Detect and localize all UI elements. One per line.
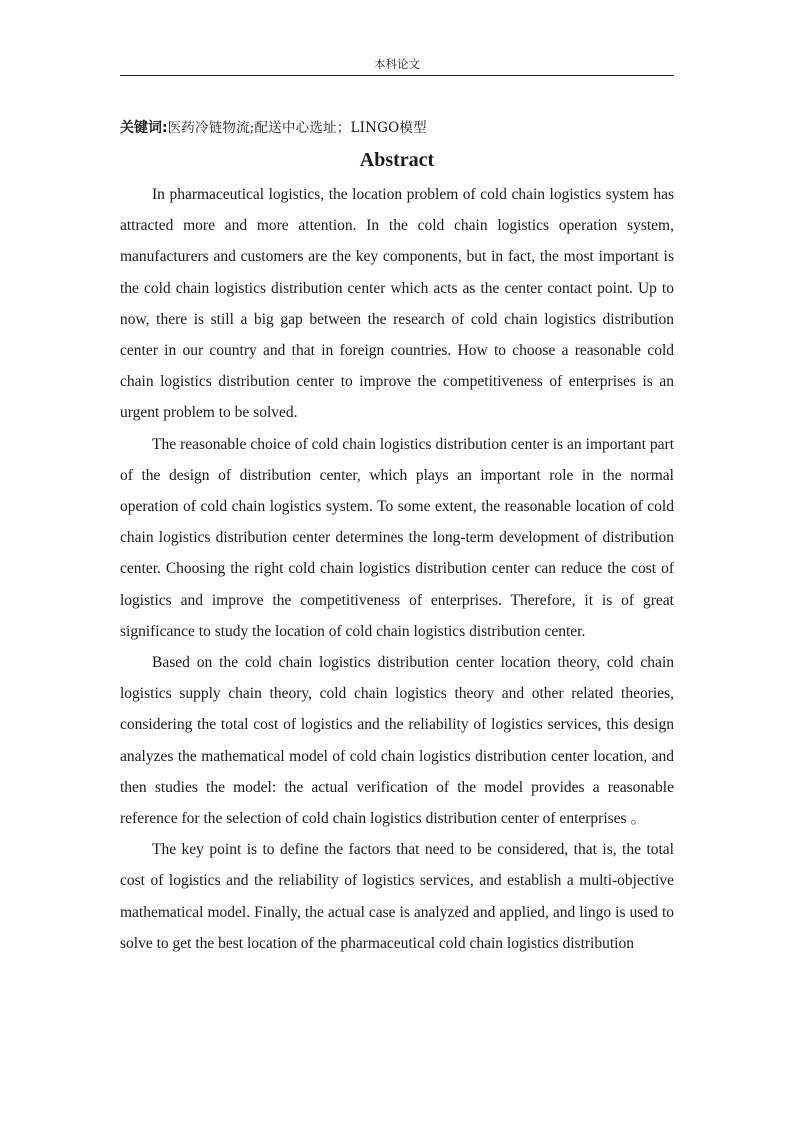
abstract-paragraph-3: Based on the cold chain logistics distribution center location theory, cold chain logistics supply chain theory, cold chain logistics theory and other related theories, considering the total cost of logistics and the reliability of logistics services, this design analyzes the mathematical model of cold chain logistics distribution center location, and then studies the model: the actual verification of the model provides a reasonable reference for the selection of cold chain logistics distribution center of enterprises 。 bbox=[120, 654, 674, 828]
abstract-heading: Abstract bbox=[359, 149, 435, 171]
abstract-body bbox=[120, 179, 674, 959]
abstract-paragraph-1: In pharmaceutical logistics, the location problem of cold chain logistics system has attracted more and more attention. In the cold chain logistics operation system, manufacturers and customers are the key components, but in fact, the most important is the cold chain logistics distribution center which acts as the center contact point. Up to now, there is still a big gap between the research of cold chain logistics distribution center in our country and that in foreign countries. How to choose a reasonable cold chain logistics distribution center to improve the competitiveness of enterprises is an urgent problem to be solved. bbox=[120, 186, 674, 422]
abstract-paragraph-4: The key point is to define the factors that need to be considered, that is, the total cost of logistics and the reliability of logistics services, and establish a multi-objective mathematical model. Finally, the actual case is analyzed and applied, and lingo is used to solve to get the best location of the pharmaceutical cold chain logistics distribution bbox=[120, 841, 674, 952]
header-title: 本科论文 bbox=[374, 57, 420, 71]
abstract-paragraph-2: The reasonable choice of cold chain logistics distribution center is an important part of the design of distribution center, which plays an important role in the normal operation of cold chain logistics system. To some extent, the reasonable location of cold chain logistics distribution center determines the long-term development of distribution center. Choosing the right cold chain logistics distribution center can reduce the cost of logistics and improve the competitiveness of enterprises. Therefore, it is of great significance to study the location of cold chain logistics distribution center. bbox=[120, 435, 674, 640]
page-header bbox=[120, 55, 674, 76]
keywords-line bbox=[120, 118, 674, 138]
keywords-label: 关键词: bbox=[120, 120, 168, 136]
keywords-text: 医药冷链物流;配送中心选址；LINGO模型 bbox=[167, 120, 427, 136]
